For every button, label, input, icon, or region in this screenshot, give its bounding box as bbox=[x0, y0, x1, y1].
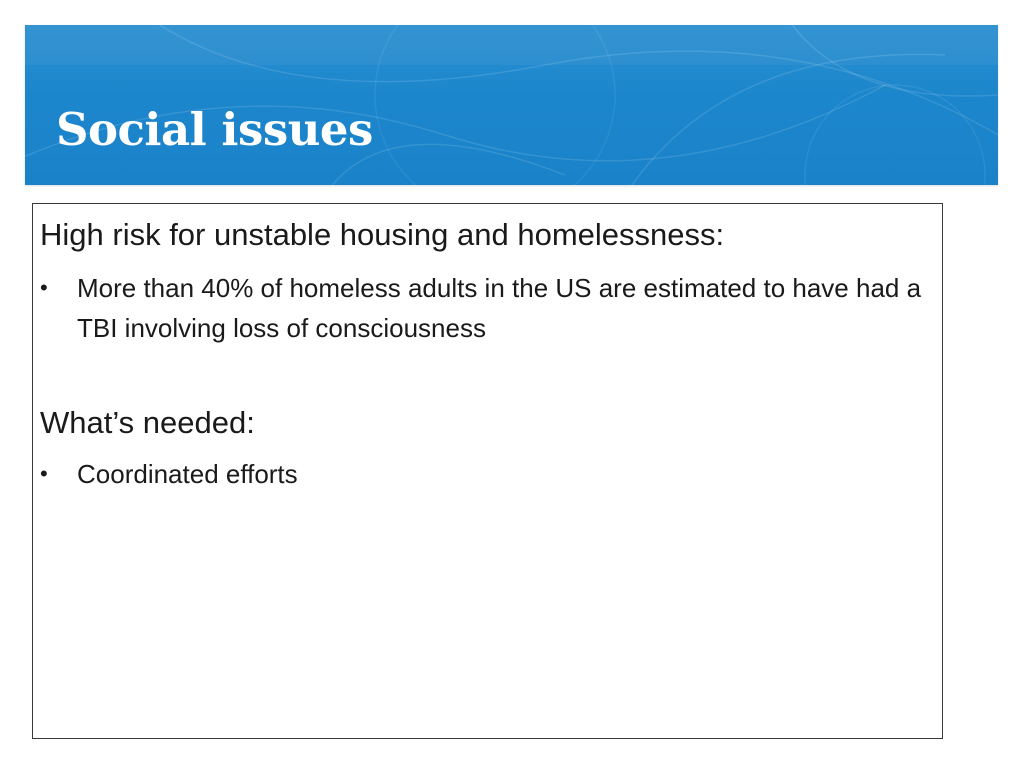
bullet-icon: • bbox=[40, 275, 48, 300]
bullet-text: More than 40% of homeless adults in the US are estimated to have had a TBI involving loss of consciousness bbox=[77, 273, 922, 343]
section-heading-housing: High risk for unstable housing and homelessness: bbox=[40, 217, 725, 252]
slide-title: Social issues bbox=[56, 103, 373, 156]
list-item bbox=[40, 268, 932, 348]
bullet-list-housing bbox=[40, 268, 932, 348]
bullet-icon: • bbox=[40, 461, 48, 486]
bullet-list-needed bbox=[40, 454, 932, 494]
section-heading-needed: What’s needed: bbox=[40, 405, 255, 440]
title-banner bbox=[25, 25, 998, 185]
list-item bbox=[40, 454, 932, 494]
content-box bbox=[32, 203, 943, 739]
bullet-text: Coordinated efforts bbox=[77, 459, 298, 489]
